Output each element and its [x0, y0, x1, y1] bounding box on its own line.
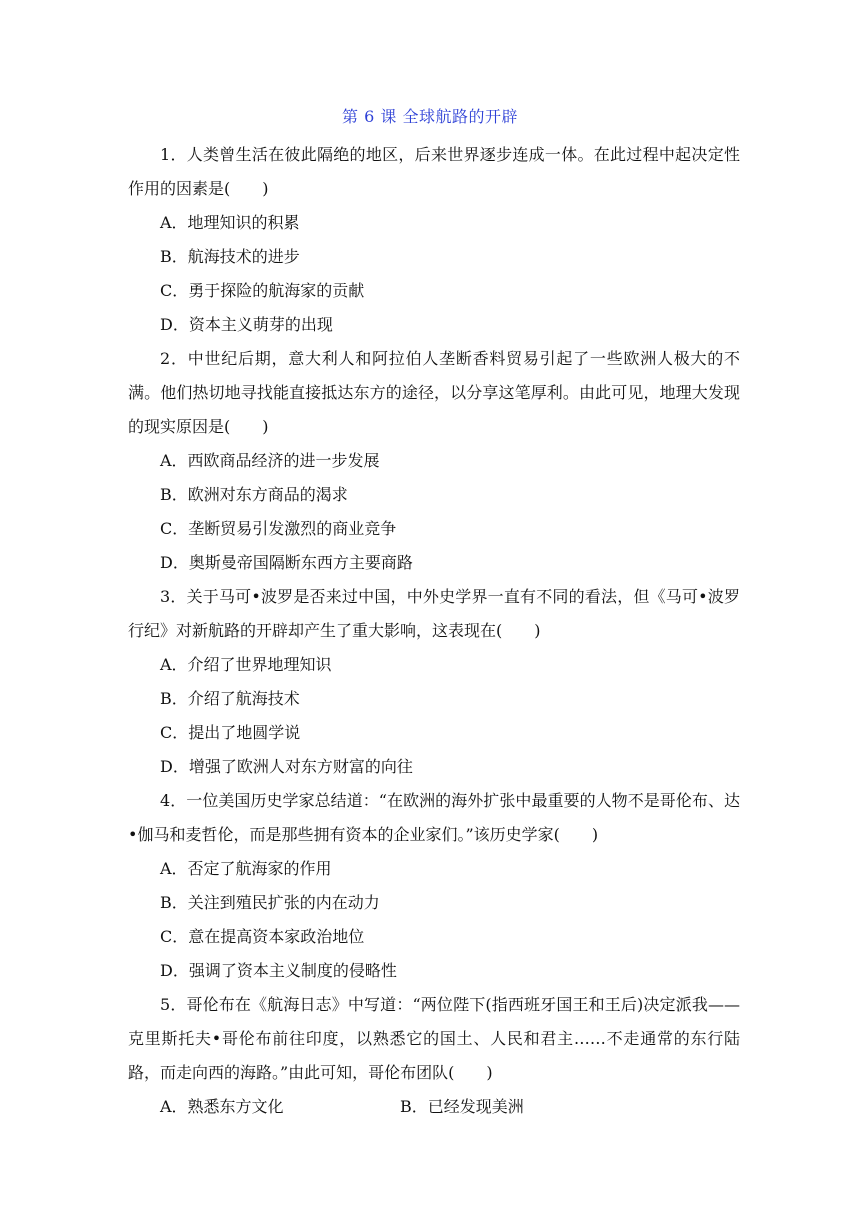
option-c: C．垄断贸易引发激烈的商业竞争 [160, 519, 397, 538]
question-stem: 2．中世纪后期，意大利人和阿拉伯人垄断香料贸易引起了一些欧洲人极大的不满。他们热切地寻找能直接抵达东方的途径，以分享这笔厚利。由此可见，地理大发现的现实原因是( ) [128, 349, 740, 436]
option-a: A．否定了航海家的作用 [160, 859, 332, 878]
option-a: A．地理知识的积累 [160, 213, 300, 232]
option-c: C．提出了地圆学说 [160, 723, 301, 742]
option-a: A．西欧商品经济的进一步发展 [160, 451, 380, 470]
question-3 [128, 580, 740, 784]
option-c: C．勇于探险的航海家的贡献 [160, 281, 365, 300]
lesson-title: 第 6 课 全球航路的开辟 [342, 107, 518, 126]
question-stem: 1．人类曾生活在彼此隔绝的地区，后来世界逐步连成一体。在此过程中起决定性作用的因素是( ) [128, 145, 740, 198]
option-a: A．熟悉东方文化 [160, 1097, 284, 1116]
option-b: B．介绍了航海技术 [160, 689, 300, 708]
option-d: D．增强了欧洲人对东方财富的向往 [160, 757, 413, 776]
option-d: D．资本主义萌芽的出现 [160, 315, 333, 334]
question-5 [128, 988, 740, 1124]
question-list [128, 138, 740, 1124]
option-b: B．已经发现美洲 [400, 1097, 524, 1116]
option-a: A．介绍了世界地理知识 [160, 655, 332, 674]
option-c: C．意在提高资本家政治地位 [160, 927, 365, 946]
option-b: B．欧洲对东方商品的渴求 [160, 485, 348, 504]
question-stem: 5．哥伦布在《航海日志》中写道：“两位陛下(指西班牙国王和王后)决定派我——克里斯托夫•哥伦布前往印度，以熟悉它的国土、人民和君主……不走通常的东行陆路，而走向西的海路。”由此可知，哥伦布团队( ) [128, 995, 740, 1082]
option-d: D．奥斯曼帝国隔断东西方主要商路 [160, 553, 413, 572]
option-row [128, 1090, 740, 1124]
option-d: D．强调了资本主义制度的侵略性 [160, 961, 397, 980]
option-b: B．关注到殖民扩张的内在动力 [160, 893, 380, 912]
question-2 [128, 342, 740, 580]
question-stem: 3．关于马可•波罗是否来过中国，中外史学界一直有不同的看法，但《马可•波罗行纪》对新航路的开辟却产生了重大影响，这表现在( ) [128, 587, 740, 640]
option-b: B．航海技术的进步 [160, 247, 300, 266]
question-1 [128, 138, 740, 342]
question-4 [128, 784, 740, 988]
question-stem: 4．一位美国历史学家总结道：“在欧洲的海外扩张中最重要的人物不是哥伦布、达•伽马和麦哲伦，而是那些拥有资本的企业家们。”该历史学家( ) [128, 791, 740, 844]
